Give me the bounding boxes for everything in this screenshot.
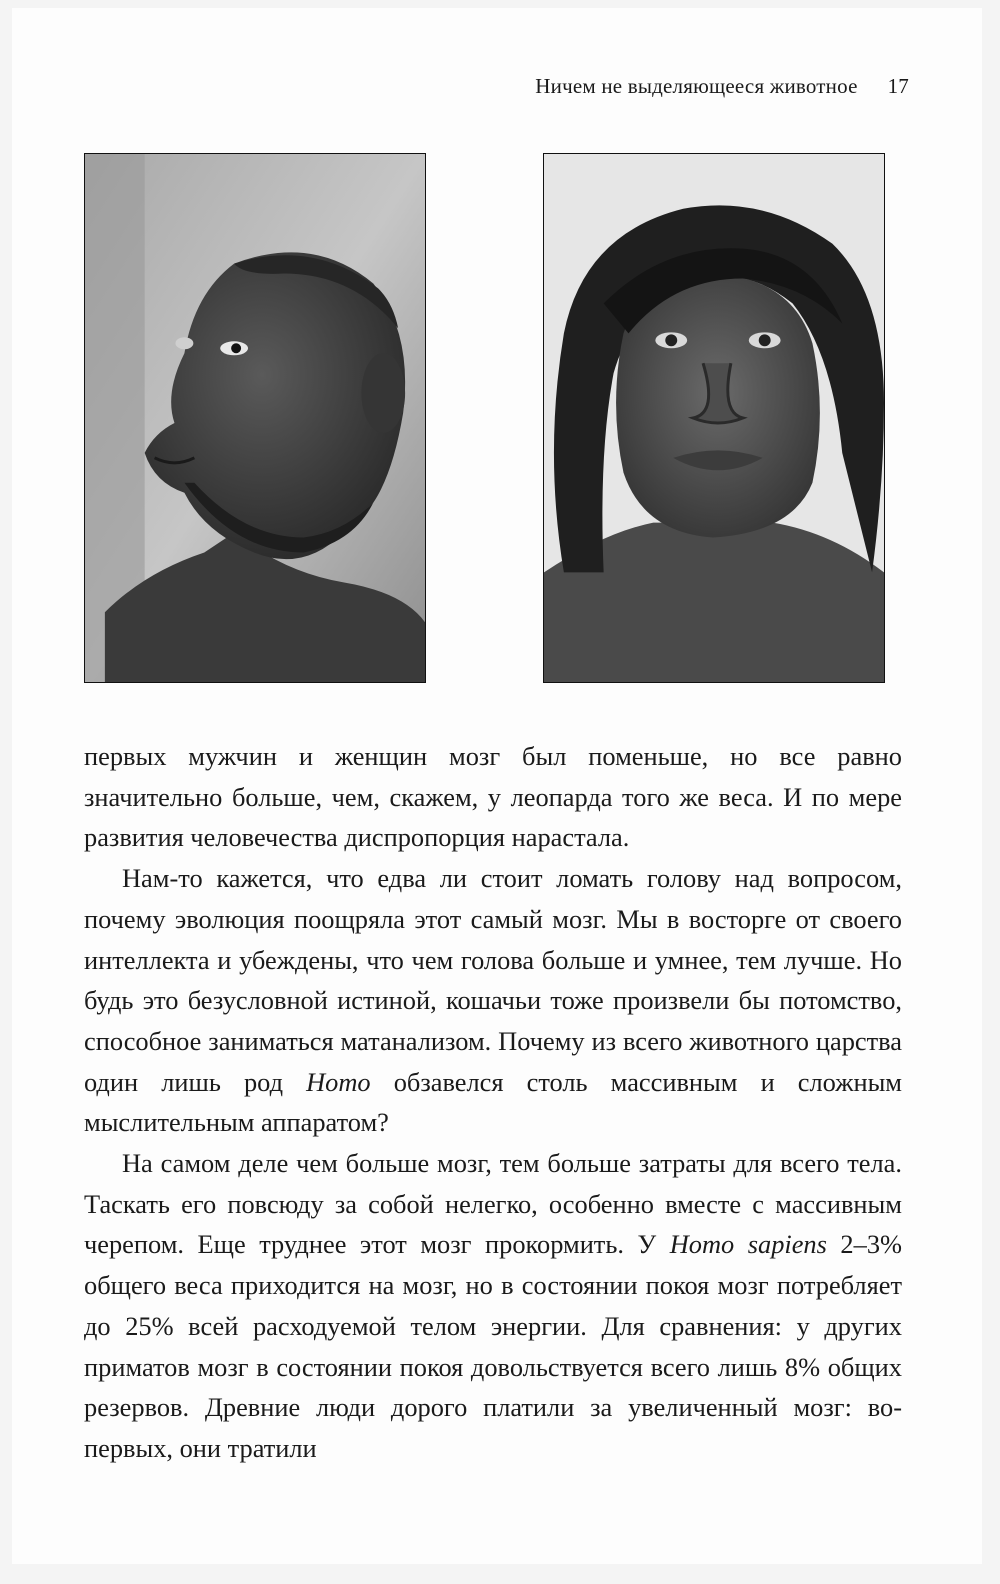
paragraph	[84, 1143, 902, 1469]
text-run: 2–3% общего веса приходится на мозг, но в состоянии покоя мозг потребляет до 25% всей расходуемой телом энергии. Для сравнения: у других приматов мозг в состоянии покоя довольствуется всего лишь 8% общих резервов. Древние люди дорого платили за увеличенный мозг: во-первых, они тратили	[84, 1229, 902, 1463]
hominin-reconstruction-profile-photo-icon	[85, 154, 425, 682]
hominin-frontal-photo	[543, 153, 885, 683]
figure-pair	[84, 153, 902, 685]
book-page	[12, 8, 982, 1564]
paragraph	[84, 736, 902, 858]
running-title: Ничем не выделяющееся животное	[535, 74, 858, 98]
hominin-reconstruction-frontal-photo-icon	[544, 154, 884, 682]
text-run: Нам-то кажется, что едва ли стоит ломать голову над вопросом, почему эволюция поощряла этот самый мозг. Мы в восторге от своего интеллекта и убеждены, что чем голова больше и умнее, тем лучше. Но будь это безусловной истиной, кошачьи тоже произвели бы потомство, способное заниматься матанализом. Почему из всего животного царства один лишь род	[84, 863, 902, 1097]
text-run: На самом деле чем больше мозг, тем больше затраты для всего тела. Таскать его повсюду за собой нелегко, особенно вместе с массивным черепом. Еще труднее этот мозг прокормить. У	[84, 1148, 902, 1260]
italic-term: Homo sapiens	[669, 1229, 827, 1260]
body-text	[84, 736, 902, 1469]
page-number: 17	[887, 74, 909, 98]
paragraph	[84, 858, 902, 1143]
text-run: первых мужчин и женщин мозг был поменьше, но все равно значительно больше, чем, скажем, у леопарда того же веса. И по мере развития человечества диспропорция нарастала.	[84, 741, 902, 853]
hominin-profile-photo	[84, 153, 426, 683]
running-head	[12, 74, 909, 99]
italic-term: Homo	[306, 1066, 371, 1097]
text-run: обзавелся столь массивным и сложным мыслительным аппаратом?	[84, 1066, 902, 1138]
